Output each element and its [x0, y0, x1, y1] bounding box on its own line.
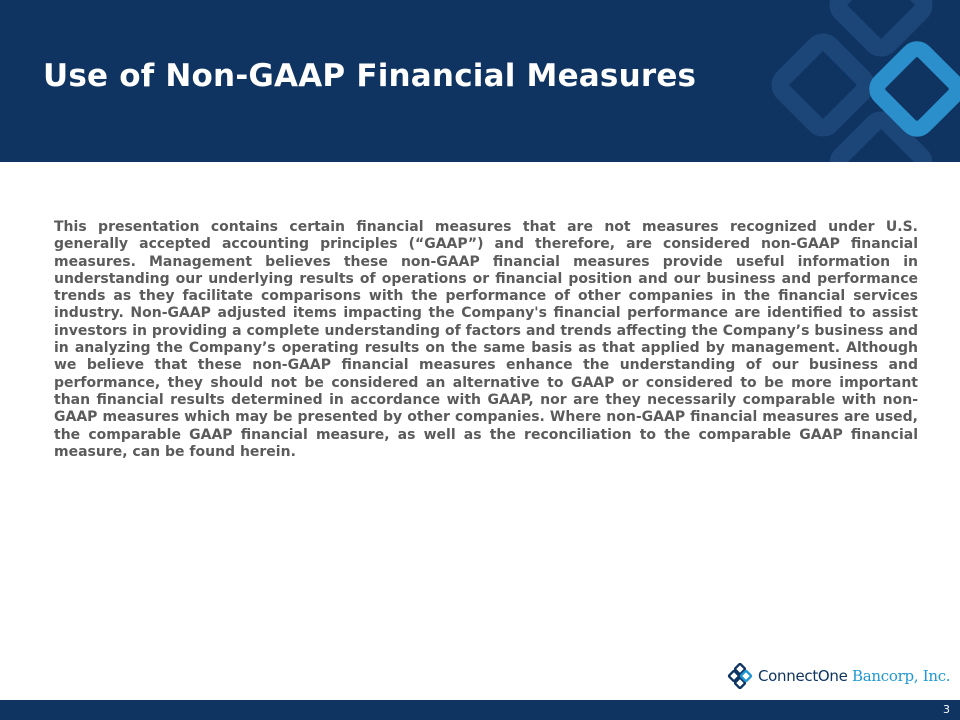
slide-header [0, 0, 960, 162]
page-number: 3 [943, 703, 950, 716]
company-logo [727, 663, 950, 689]
logo-wordmark [758, 667, 950, 685]
interlocking-diamonds-icon [727, 663, 753, 689]
logo-text-connectone: ConnectOne [758, 667, 848, 685]
slide-footer [0, 700, 960, 720]
header-diamond-pattern-icon [760, 0, 960, 162]
logo-text-bancorp: Bancorp, Inc. [847, 667, 951, 685]
page-title: Use of Non-GAAP Financial Measures [43, 58, 697, 94]
disclaimer-paragraph: This presentation contains certain financial measures that are not measures recognized under U.S. generally accepted accounting principles (“GAAP”) and therefore, are considered non-GAAP financial measures. Management believes these non-GAAP financial measures provide useful information in understanding our underlying results of operations or financial position and our business and performance trends as they facilitate comparisons with the performance of other companies in the financial services industry. Non-GAAP adjusted items impacting the Company's financial performance are identified to assist investors in providing a complete understanding of factors and trends affecting the Company’s business and in analyzing the Company’s operating results on the same basis as that applied by management. Although we believe that these non-GAAP financial measures enhance the understanding of our business and performance, they should not be considered an alternative to GAAP or considered to be more important than financial results determined in accordance with GAAP, nor are they necessarily comparable with non-GAAP measures which may be presented by other companies. Where non-GAAP financial measures are used, the comparable GAAP financial measure, as well as the reconciliation to the comparable GAAP financial measure, can be found herein. [54, 219, 918, 460]
